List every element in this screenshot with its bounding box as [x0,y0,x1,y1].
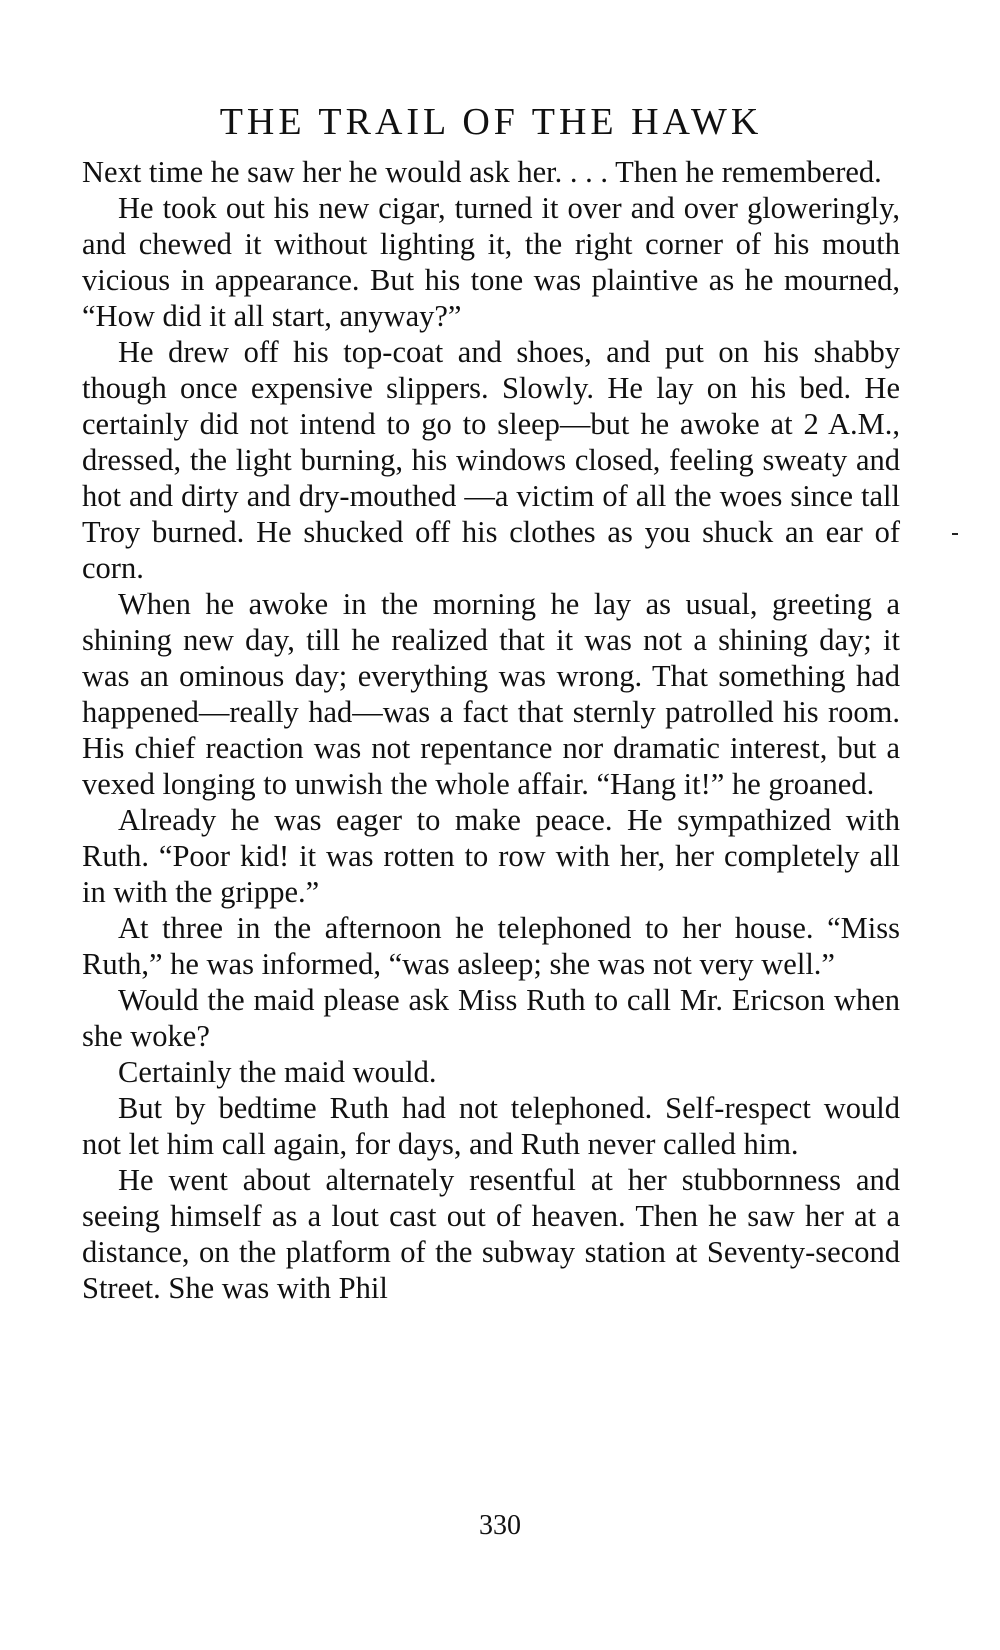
paragraph-6: At three in the afternoon he telephoned to her house. “Miss Ruth,” he was informed, “was asleep; she was not very well.” [82,911,900,981]
paragraph-3: He drew off his top-coat and shoes, and put on his shabby though once expensive slippers. Slowly. He lay on his bed. He certainly did not intend to go to sleep—but he awoke at 2 A.M., dressed, the light burning, his windows closed, feeling sweaty and hot and dirty and dry-mouthed —a victim of all the woes since tall Troy burned. He shucked off his clothes as you shuck an ear of corn. [82,335,900,585]
paragraph-8: Certainly the maid would. [118,1055,437,1089]
page-number: 330 [479,1510,521,1541]
paragraph-10: He went about alternately resentful at her stubbornness and seeing himself as a lout cast out of heaven. Then he saw her at a distance, on the platform of the subway station at Seventy-second Street. She was with Phil [82,1163,900,1305]
paragraph-1: Next time he saw her he would ask her. . . . Then he remembered. [82,155,882,189]
running-head: THE TRAIL OF THE HAWK [219,101,763,143]
book-page [82,100,900,1306]
paragraph-9: But by bedtime Ruth had not telephoned. Self-respect would not let him call again, for days, and Ruth never called him. [82,1091,900,1161]
body-text [82,154,900,1306]
paragraph-4: When he awoke in the morning he lay as usual, greeting a shining new day, till he realized that it was not a shining day; it was an ominous day; everything was wrong. That something had happened—really had—was a fact that sternly patrolled his room. His chief reaction was not repentance nor dramatic interest, but a vexed longing to unwish the whole affair. “Hang it!” he groaned. [82,587,900,801]
paragraph-2: He took out his new cigar, turned it over and over gloweringly, and chewed it without lighting it, the right corner of his mouth vicious in appearance. But his tone was plaintive as he mourned, “How did it all start, anyway?” [82,191,900,333]
paragraph-5: Already he was eager to make peace. He sympathized with Ruth. “Poor kid! it was rotten to row with her, her completely all in with the grippe.” [82,803,900,909]
paragraph-7: Would the maid please ask Miss Ruth to call Mr. Ericson when she woke? [82,983,900,1053]
margin-mark [952,533,958,535]
